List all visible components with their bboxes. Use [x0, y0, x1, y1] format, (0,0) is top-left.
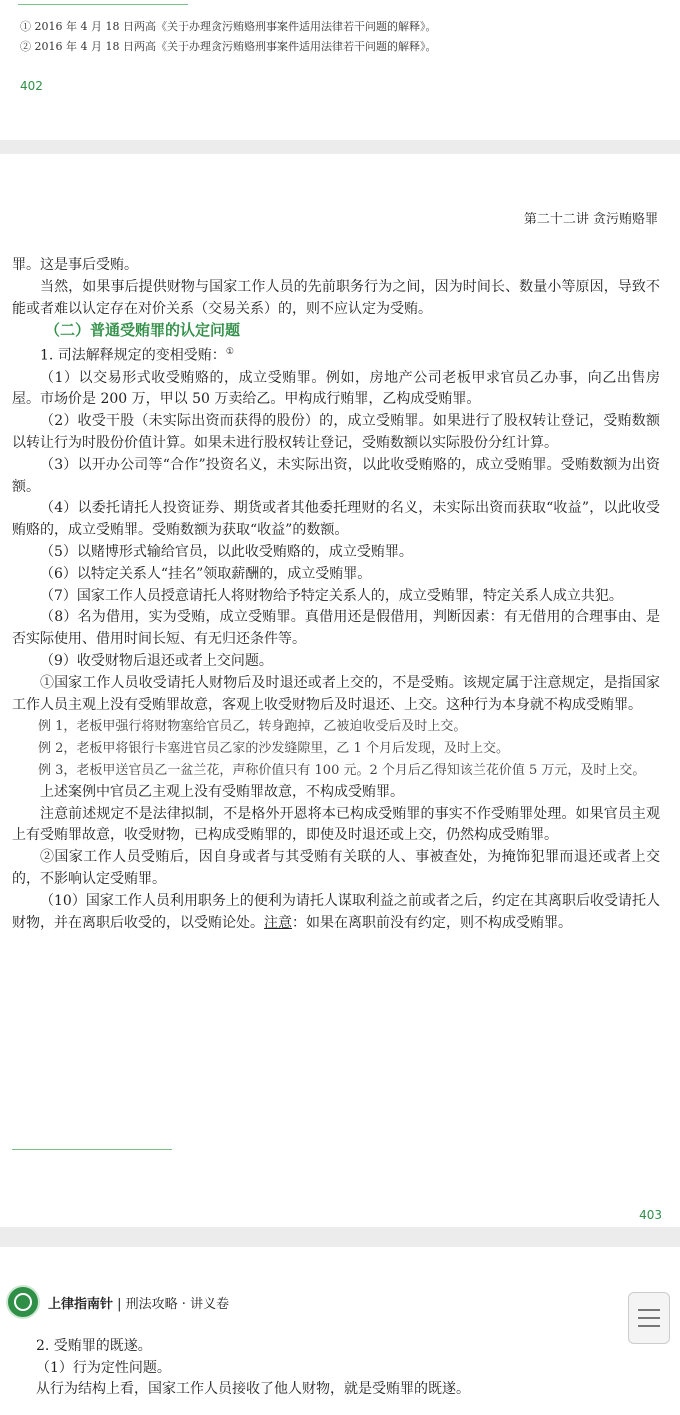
paragraph: 注意前述规定不是法律拟制，不是格外开恩将本已构成受贿罪的事实不作受贿罪处理。如果官员主观上有受贿罪故意，收受财物，已构成受贿罪的，即使及时退还或上交，仍然构成受贿罪。: [12, 805, 660, 844]
footnote-ref: ①: [225, 347, 234, 358]
page-403: [0, 154, 680, 1227]
page-number: 403: [639, 1208, 662, 1222]
book-header: 上律指南针 | 刑法攻略 · 讲义卷: [48, 1297, 230, 1312]
list-item: （1）行为定性问题。: [36, 1359, 171, 1376]
subsection-heading: 1. 司法解释规定的变相受贿：①: [40, 347, 234, 364]
body-text: [36, 1336, 656, 1401]
footnote-rule: [12, 1149, 172, 1150]
page-gap: [0, 140, 680, 154]
list-item: （1）以交易形式收受贿赂的，成立受贿罪。例如，房地产公司老板甲求官员乙办事，向乙出售房屋。市场价是 200 万，甲以 50 万卖给乙。甲构成行贿罪，乙构成受贿罪。: [12, 369, 660, 408]
example: 例 1，老板甲强行将财物塞给官员乙，转身跑掉，乙被迫收受后及时上交。: [38, 719, 467, 735]
list-item: （6）以特定关系人“挂名”领取薪酬的，成立受贿罪。: [40, 565, 372, 582]
page-402-bottom: [0, 0, 680, 140]
paragraph: 从行为结构上看，国家工作人员接收了他人财物，就是受贿罪的既遂。: [36, 1381, 470, 1397]
list-item: （2）收受干股（未实际出资而获得的股份）的，成立受贿罪。如果进行了股权转让登记，受贿数额以转让行为时股份价值计算。如果未进行股权转让登记，受贿数额以实际股份分红计算。: [12, 413, 660, 452]
example: 例 2，老板甲将银行卡塞进官员乙家的沙发缝隙里，乙 1 个月后发现，及时上交。: [38, 741, 509, 757]
footnote-1: ① 2016 年 4 月 18 日两高《关于办理贪污贿赂刑事案件适用法律若干问题的解释》。: [20, 20, 437, 33]
list-item: （9）收受财物后退还或者上交问题。: [40, 653, 273, 669]
paragraph: ①国家工作人员收受请托人财物后及时退还或者上交的，不是受贿。该规定属于注意规定，是指国家工作人员主观上没有受贿罪故意，客观上收受财物后及时退还、上交。这种行为本身就不构成受贿罪。: [12, 674, 660, 713]
paragraph: 当然，如果事后提供财物与国家工作人员的先前职务行为之间，因为时间长、数量小等原因，导致不能或者难以认定存在对价关系（交易关系）的，则不应认定为受贿。: [12, 278, 660, 317]
subsection-heading: 2. 受贿罪的既遂。: [36, 1338, 152, 1354]
example: 例 3，老板甲送官员乙一盆兰花，声称价值只有 100 元。2 个月后乙得知该兰花价值 5 万元，及时上交。: [38, 762, 646, 778]
paragraph: 罪。这是事后受贿。: [12, 257, 138, 273]
list-item: （7）国家工作人员授意请托人将财物给予特定关系人的，成立受贿罪，特定关系人成立共犯。: [40, 587, 623, 604]
seal-logo-icon: [6, 1285, 40, 1319]
section-heading: （二）普通受贿罪的认定问题: [45, 321, 241, 340]
list-item: （8）名为借用，实为受贿，成立受贿罪。真借用还是假借用，判断因素：有无借用的合理事由、是否实际使用、借用时间长短、有无归还条件等。: [12, 609, 660, 648]
list-item: （3）以开办公司等“合作”投资名义，未实际出资，以此收受贿赂的，成立受贿罪。受贿数额为出资额。: [12, 456, 660, 495]
paragraph: ②国家工作人员受贿后，因自身或者与其受贿有关联的人、事被查处，为掩饰犯罪而退还或者上交的，不影响认定受贿罪。: [12, 849, 660, 887]
page-gap: [0, 1227, 680, 1247]
footnote-2: ② 2016 年 4 月 18 日两高《关于办理贪污贿赂刑事案件适用法律若干问题的解释》。: [20, 40, 437, 53]
paragraph: 上述案例中官员乙主观上没有受贿罪故意，不构成受贿罪。: [40, 783, 404, 800]
list-item: （10）国家工作人员利用职务上的便利为请托人谋取利益之前或者之后，约定在其离职后收受请托人财物，并在离职后收受的，以受贿论处。注意：如果在离职前没有约定，则不构成受贿罪。: [12, 892, 660, 931]
running-header: 第二十二讲 贪污贿赂罪: [523, 212, 658, 227]
list-item: （5）以赌博形式输给官员，以此收受贿赂的，成立受贿罪。: [40, 544, 413, 561]
body-text: [12, 255, 660, 934]
list-item: （4）以委托请托人投资证券、期货或者其他委托理财的名义，未实际出资而获取“收益”，以此收受贿赂的，成立受贿罪。受贿数额为获取“收益”的数额。: [12, 500, 660, 539]
note-label: 注意: [264, 914, 292, 931]
footnote-rule: [18, 4, 188, 5]
page-number: 402: [20, 79, 43, 93]
page-404-top: [0, 1247, 680, 1415]
